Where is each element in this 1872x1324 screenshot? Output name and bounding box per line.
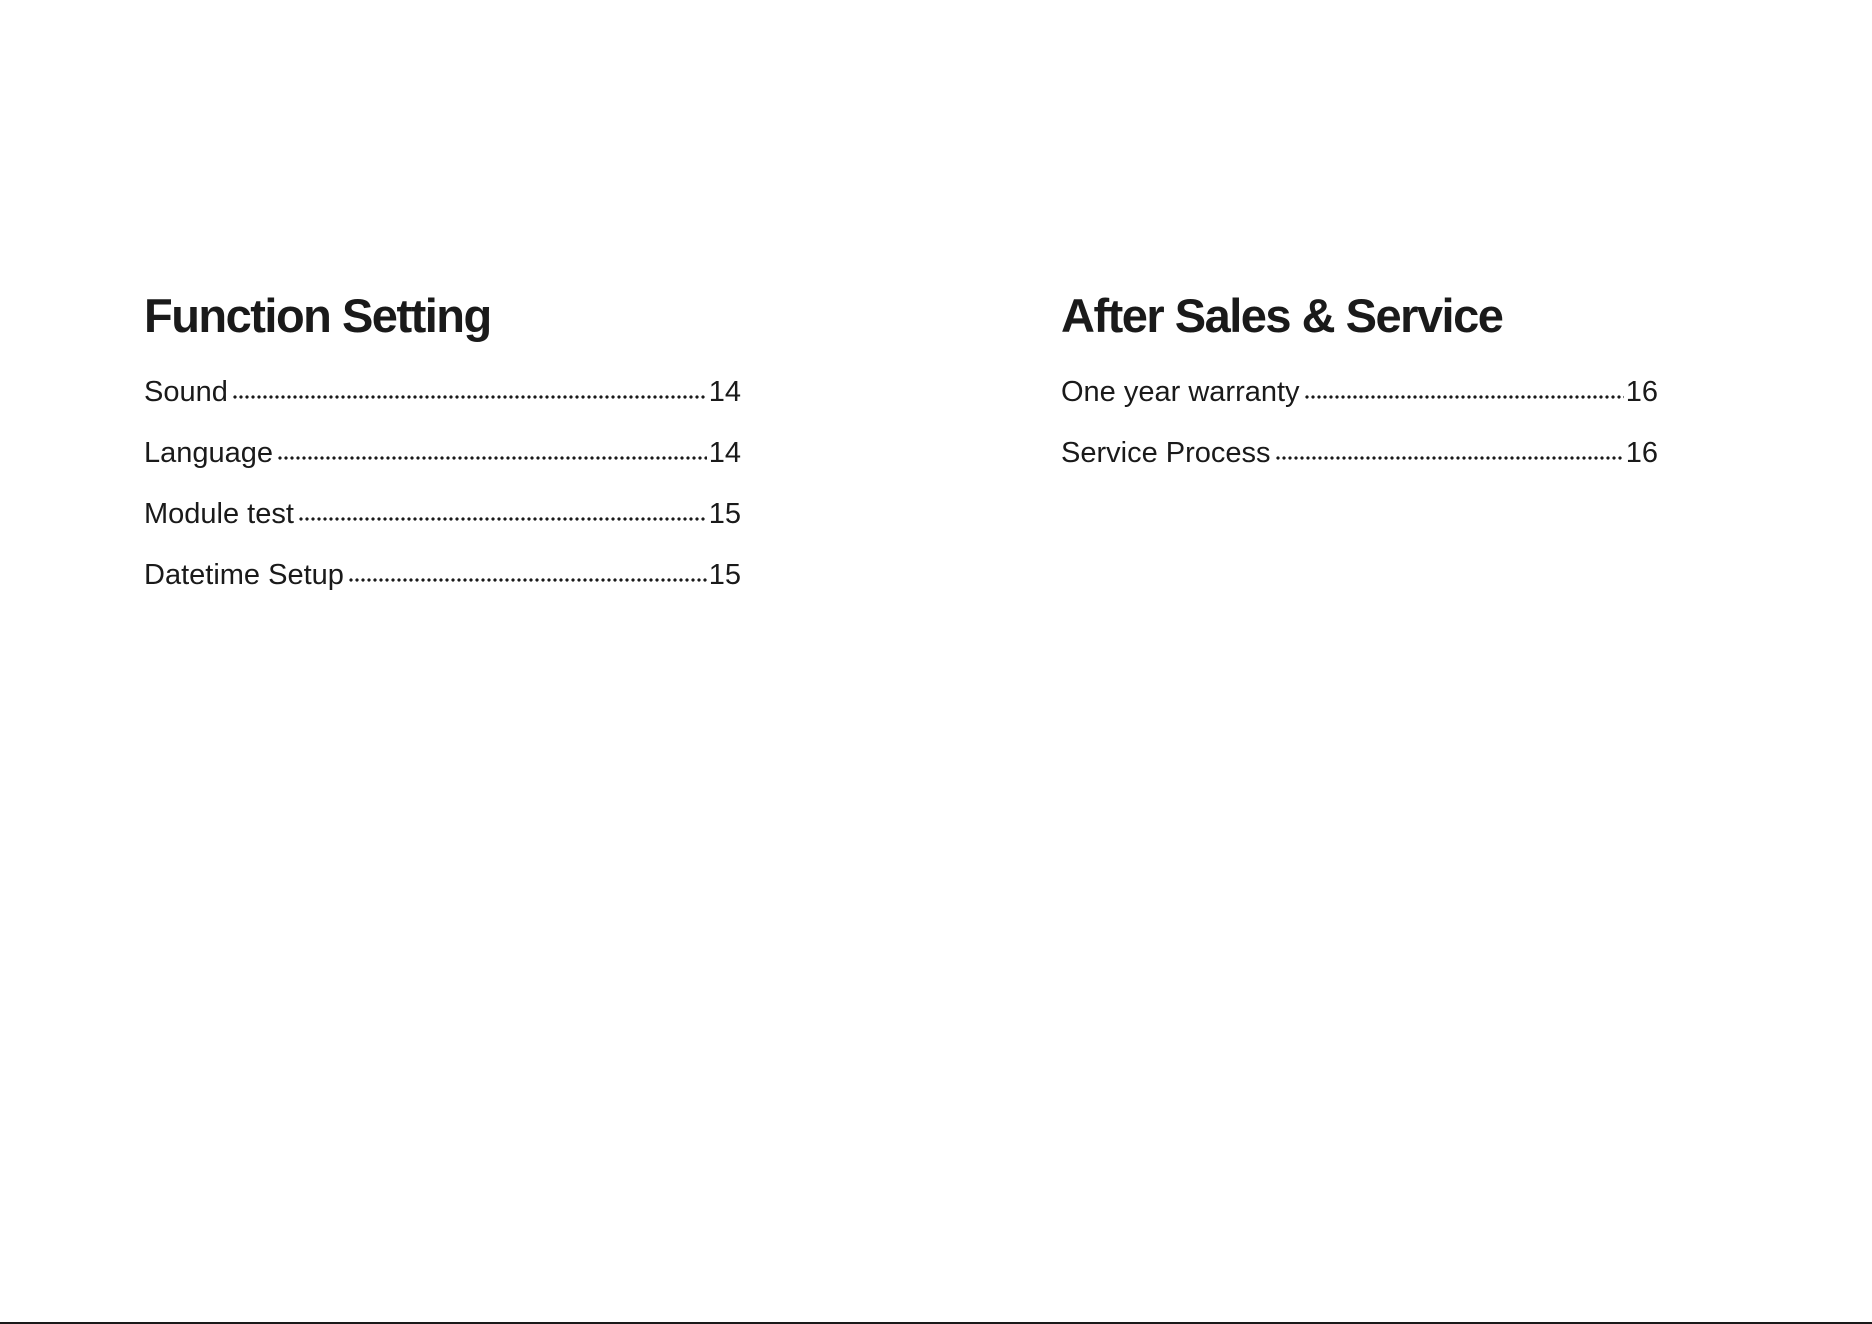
after-sales-section xyxy=(1061,285,1658,496)
toc-entry-service-process[interactable] xyxy=(1061,435,1658,496)
toc-entry-module-test[interactable] xyxy=(144,496,741,557)
dot-leader xyxy=(1275,455,1624,461)
toc-entry-datetime-setup[interactable] xyxy=(144,557,741,618)
dot-leader xyxy=(277,455,707,461)
toc-entry-page-number: 15 xyxy=(708,559,741,591)
toc-entry-label: Sound xyxy=(144,376,228,408)
toc-entry-label: One year warranty xyxy=(1061,376,1300,408)
toc-entry-label: Language xyxy=(144,437,274,469)
toc-entry-one-year-warranty[interactable] xyxy=(1061,374,1658,435)
toc-list-function-setting xyxy=(144,374,741,618)
toc-entry-page-number: 14 xyxy=(708,437,741,469)
function-setting-section xyxy=(144,285,741,618)
dot-leader xyxy=(232,394,707,400)
dot-leader xyxy=(1304,394,1624,400)
dot-leader xyxy=(298,516,707,522)
section-title-after-sales: After Sales & Service xyxy=(1061,289,1503,342)
toc-entry-page-number: 16 xyxy=(1625,437,1658,469)
toc-entry-page-number: 16 xyxy=(1625,376,1658,408)
toc-entry-label: Datetime Setup xyxy=(144,559,344,591)
toc-entry-page-number: 15 xyxy=(708,498,741,530)
section-title-function-setting: Function Setting xyxy=(144,289,491,342)
toc-entry-label: Service Process xyxy=(1061,437,1271,469)
toc-entry-language[interactable] xyxy=(144,435,741,496)
toc-entry-sound[interactable] xyxy=(144,374,741,435)
dot-leader xyxy=(348,577,707,583)
toc-entry-page-number: 14 xyxy=(708,376,741,408)
toc-list-after-sales xyxy=(1061,374,1658,496)
toc-entry-label: Module test xyxy=(144,498,294,530)
